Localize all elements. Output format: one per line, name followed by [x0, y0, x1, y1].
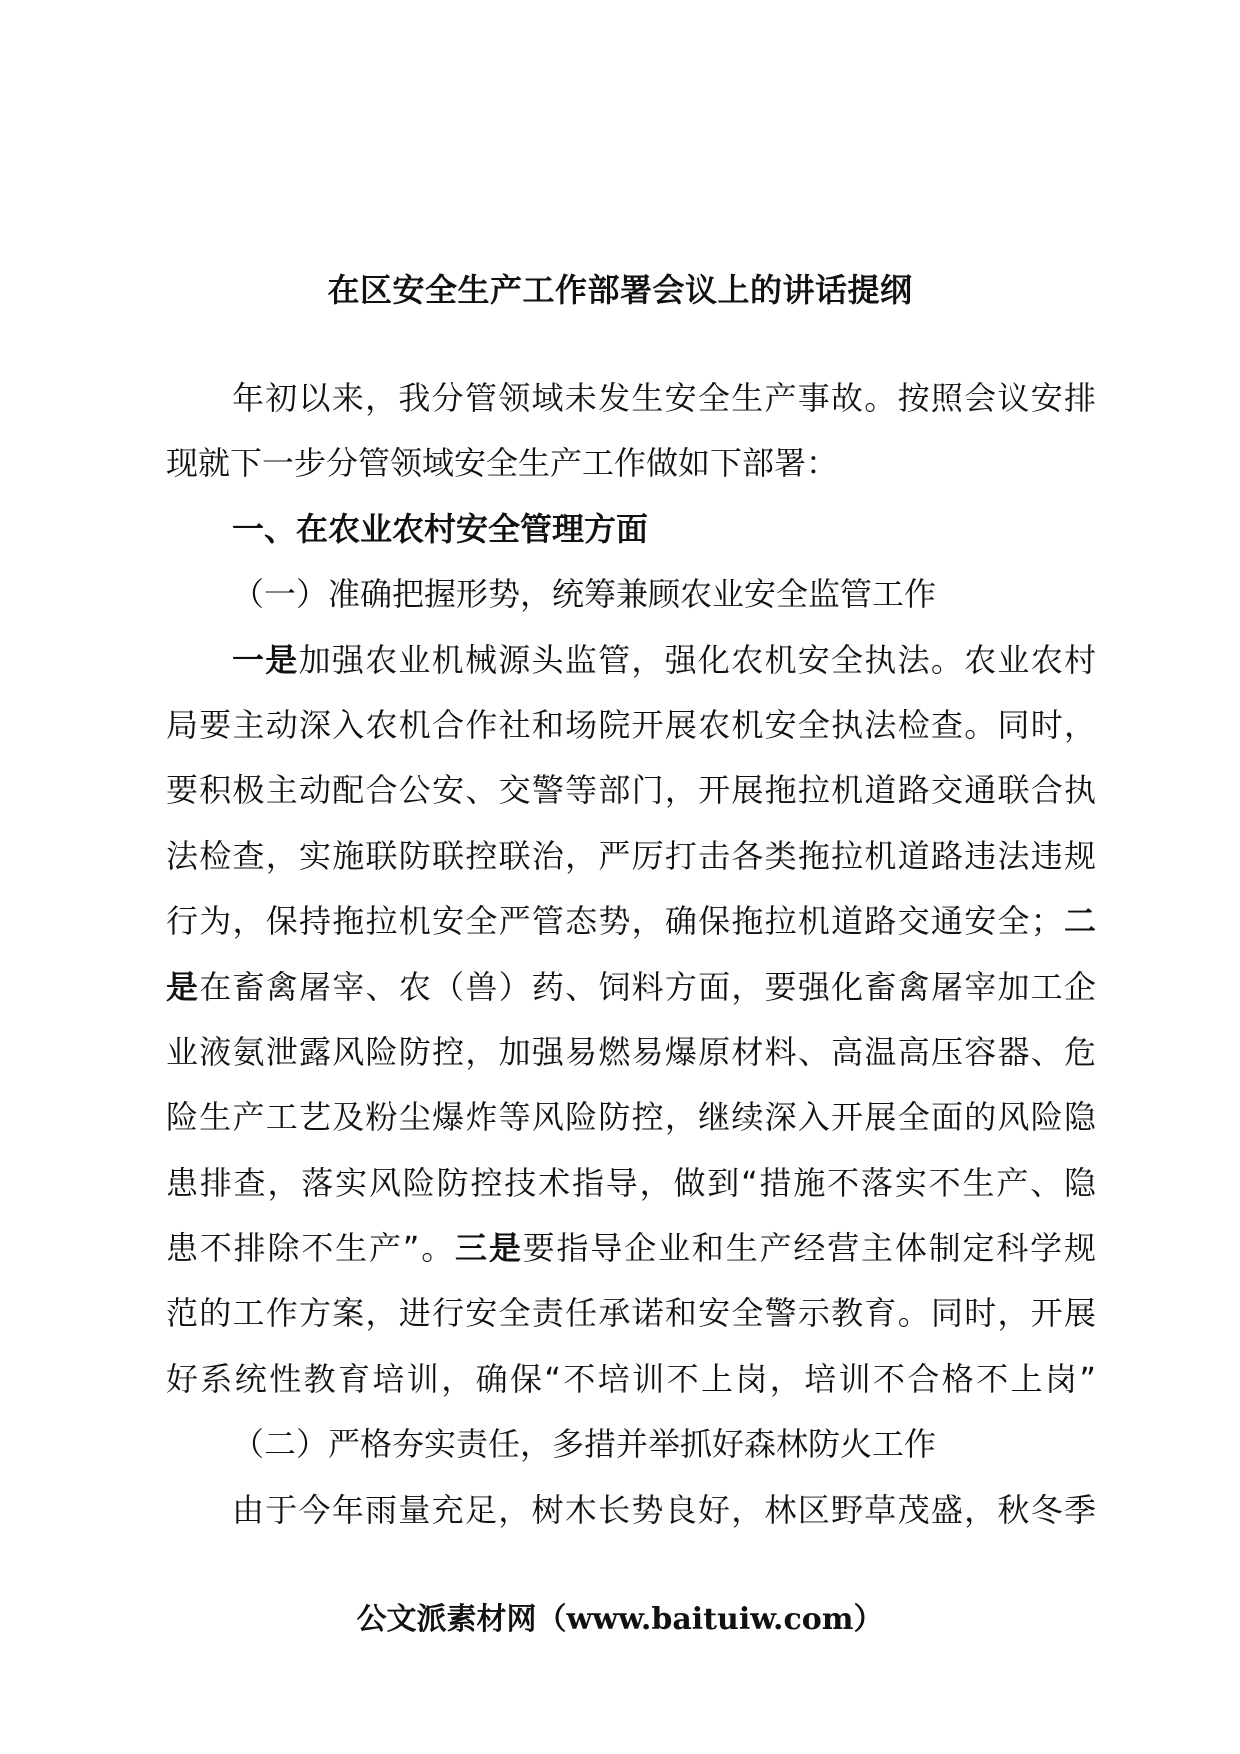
emphasis-text: 二: [1062, 902, 1096, 941]
document-body: [166, 366, 1096, 1543]
paragraph-line: [166, 758, 1096, 823]
paragraph-line: [166, 1281, 1096, 1346]
paragraph-line: [166, 1151, 1096, 1216]
text-segment: 好系统性教育培训，确保“不培训不上岗，培训不合格不上岗”: [166, 1359, 1096, 1398]
subsection-heading: [166, 1412, 1096, 1477]
paragraph-line: [166, 693, 1096, 758]
text-segment: 业液氨泄露风险防控，加强易燃易爆原材料、高温高压容器、危: [166, 1032, 1096, 1071]
text-segment: 行为，保持拖拉机安全严管态势，确保拖拉机道路交通安全；: [166, 902, 1063, 941]
emphasis-text: 一是: [232, 640, 299, 679]
text-segment: 患排查，落实风险防控技术指导，做到“措施不落实不生产、隐: [166, 1163, 1096, 1202]
text-segment: 要积极主动配合公安、交警等部门，开展拖拉机道路交通联合执: [166, 771, 1096, 810]
emphasis-text: 三是: [455, 1229, 523, 1268]
subsection-heading: [166, 562, 1096, 627]
paragraph-line: [166, 1085, 1096, 1150]
document-title: 在区安全生产工作部署会议上的讲话提纲: [327, 271, 913, 309]
text-segment: 现就下一步分管领域安全生产工作做如下部署：: [166, 444, 839, 483]
section-heading: [166, 497, 1096, 562]
emphasis-text: 是: [166, 967, 200, 1006]
paragraph-line: [166, 1478, 1096, 1543]
paragraph-line: [166, 1216, 1096, 1281]
text-segment: 由于今年雨量充足，树木长势良好，林区野草茂盛，秋冬季: [232, 1490, 1096, 1529]
text-segment: 加强农业机械源头监管，强化农机安全执法。农业农村: [298, 640, 1096, 679]
paragraph-line: [166, 1347, 1096, 1412]
text-segment: 险生产工艺及粉尘爆炸等风险防控，继续深入开展全面的风险隐: [166, 1098, 1096, 1137]
text-segment: 一、在农业农村安全管理方面: [232, 509, 649, 548]
paragraph-line: [166, 366, 1096, 431]
text-segment: 局要主动深入农机合作社和场院开展农机安全执法检查。同时，: [166, 705, 1096, 744]
text-segment: （二）严格夯实责任，多措并举抓好森林防火工作: [232, 1425, 937, 1464]
text-segment: 法检查，实施联防联控联治，严厉打击各类拖拉机道路违法违规: [166, 836, 1096, 875]
paragraph-line: [166, 431, 1096, 496]
paragraph-line: [166, 1020, 1096, 1085]
text-segment: 范的工作方案，进行安全责任承诺和安全警示教育。同时，开展: [166, 1294, 1096, 1333]
paragraph-line: [166, 955, 1096, 1020]
watermark-footer: 公文派素材网（www.baituiw.com）: [356, 1602, 884, 1637]
text-segment: 要指导企业和生产经营主体制定科学规: [522, 1229, 1096, 1268]
text-segment: （一）准确把握形势，统筹兼顾农业安全监管工作: [232, 575, 937, 614]
paragraph-line: [166, 889, 1096, 954]
text-segment: 年初以来，我分管领域未发生安全生产事故。按照会议安排: [232, 379, 1096, 417]
text-segment: 在畜禽屠宰、农（兽）药、饲料方面，要强化畜禽屠宰加工企: [199, 967, 1096, 1006]
paragraph-line: [166, 628, 1096, 693]
text-segment: 患不排除不生产”。: [166, 1229, 456, 1268]
paragraph-line: [166, 824, 1096, 889]
